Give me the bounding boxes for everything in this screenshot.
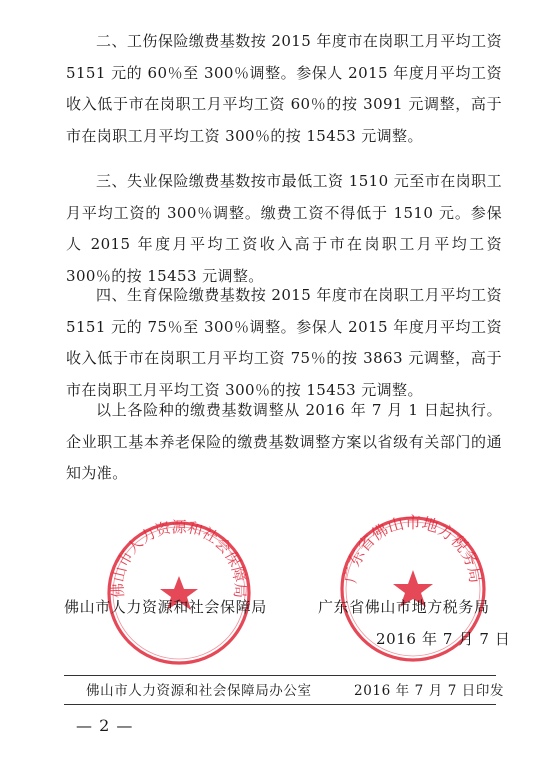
footer-bottom-rule [64,704,496,705]
signature-left-organization: 佛山市人力资源和社会保障局 [64,598,267,616]
paragraph-work-injury-insurance: 二、工伤保险缴费基数按 2015 年度市在岗职工月平均工资 5151 元的 60％至 300％调整。参保人 2015 年度月平均工资收入低于市在岗职工月平均工资 60％的按 3091 元调整，高于市在岗职工月平均工资 300％的按 15453 元调整。 [66,32,502,145]
page-number: — 2 — [76,716,134,735]
left-seal-text: 佛山市人力资源和社会保障局 [108,518,250,599]
paragraph-unemployment-insurance: 三、失业保险缴费基数按市最低工资 1510 元至市在岗职工月平均工资的 300％调整。缴费工资不得低于 1510 元。参保人 2015 年度月平均工资收入高于市在岗职工月平均工资 300％的按 15453 元调整。 [66,172,502,285]
left-official-seal [104,518,254,668]
footer-issue-date: 2016 年 7 月 7 日印发 [354,683,505,699]
paragraph-effective-date: 以上各险种的缴费基数调整从 2016 年 7 月 1 日起执行。企业职工基本养老保险的缴费基数调整方案以省级有关部门的通知为准。 [66,401,502,482]
right-seal-text: 广东省佛山市地方税务局 [340,514,486,585]
signature-date: 2016 年 7 月 7 日 [376,630,511,648]
signature-right-organization: 广东省佛山市地方税务局 [318,598,490,616]
footer-top-rule [64,675,496,676]
footer-issuer: 佛山市人力资源和社会保障局办公室 [86,683,312,699]
paragraph-maternity-insurance: 四、生育保险缴费基数按 2015 年度市在岗职工月平均工资 5151 元的 75％至 300％调整。参保人 2015 年度月平均工资收入低于市在岗职工月平均工资 75％的按 3863 元调整，高于市在岗职工月平均工资 300％的按 15453 元调整。 [66,286,502,399]
